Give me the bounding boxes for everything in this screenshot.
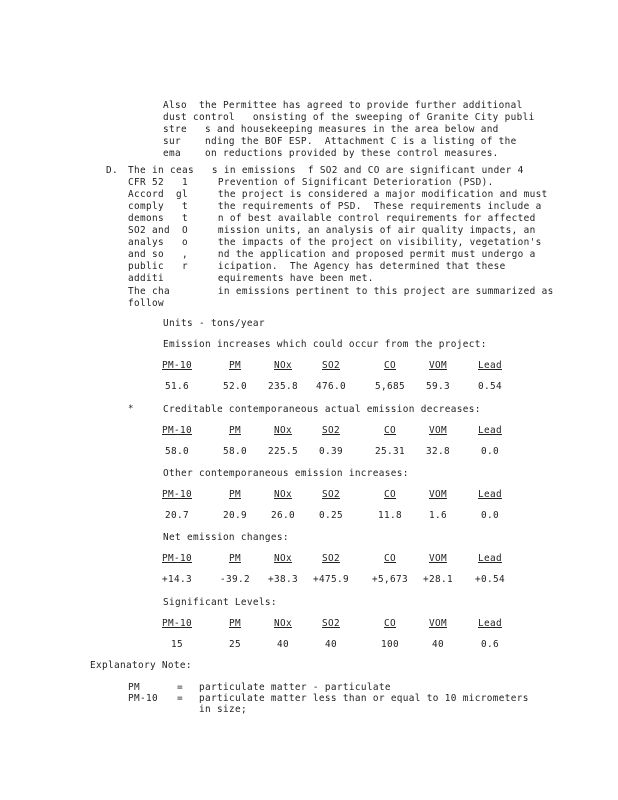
- table-value-cell: 0.54: [478, 381, 502, 392]
- table-value-cell: 100: [381, 639, 399, 650]
- table-value-cell: +28.1: [423, 574, 453, 585]
- table-header-cell: NOx: [274, 553, 292, 564]
- table-value-cell: 0.6: [481, 639, 499, 650]
- intro-line-4: sur nding the BOF ESP. Attachment C is a listing of the: [163, 136, 517, 147]
- table-header-cell: NOx: [274, 425, 292, 436]
- table-header-cell: Lead: [478, 489, 502, 500]
- section-d-line-5: demons t n of best available control requirements for affected: [128, 213, 536, 224]
- table-value-cell: 40: [277, 639, 289, 650]
- table-value-cell: 25.31: [375, 446, 405, 457]
- table-header-cell: PM-10: [162, 489, 192, 500]
- table-header-cell: SO2: [322, 618, 340, 629]
- table-value-cell: 20.7: [165, 510, 189, 521]
- table-header-cell: CO: [384, 360, 396, 371]
- table-value-cell: 59.3: [426, 381, 450, 392]
- table-header-cell: Lead: [478, 425, 502, 436]
- explanatory-term-pm: PM: [128, 682, 140, 693]
- table-value-row: [0, 639, 618, 651]
- table-value-row: [0, 510, 618, 522]
- table-value-cell: 20.9: [223, 510, 247, 521]
- table-header-row: [0, 360, 618, 372]
- table-header-cell: NOx: [274, 618, 292, 629]
- table-header-row: [0, 425, 618, 437]
- table-title: Creditable contemporaneous actual emission decreases:: [163, 404, 481, 415]
- intro-line-1: Also the Permittee has agreed to provide further additional: [163, 100, 523, 111]
- table-value-cell: 0.0: [481, 510, 499, 521]
- table-header-cell: CO: [384, 489, 396, 500]
- section-d-line-4: comply t the requirements of PSD. These requirements include a: [128, 201, 542, 212]
- table-header-cell: CO: [384, 425, 396, 436]
- bullet-marker: *: [128, 404, 134, 414]
- table-value-cell: +5,673: [372, 574, 408, 585]
- table-header-cell: VOM: [429, 618, 447, 629]
- table-value-cell: 52.0: [223, 381, 247, 392]
- summary-intro-line-1: The cha in emissions pertinent to this project are summarized as: [128, 286, 554, 297]
- table-header-cell: CO: [384, 618, 396, 629]
- explanatory-eq-pm10: =: [177, 693, 183, 704]
- table-value-row: [0, 446, 618, 458]
- table-value-cell: 51.6: [165, 381, 189, 392]
- table-header-row: [0, 489, 618, 501]
- table-value-cell: 476.0: [316, 381, 346, 392]
- table-value-cell: 0.39: [319, 446, 343, 457]
- explanatory-eq-pm: =: [177, 682, 183, 693]
- table-value-cell: 0.25: [319, 510, 343, 521]
- table-value-cell: 225.5: [268, 446, 298, 457]
- explanatory-def-pm10: particulate matter less than or equal to 10 micrometers: [199, 693, 529, 704]
- table-header-cell: SO2: [322, 489, 340, 500]
- table-header-cell: Lead: [478, 618, 502, 629]
- table-header-cell: PM: [229, 425, 241, 436]
- table-value-cell: 15: [171, 639, 183, 650]
- table-value-cell: +0.54: [475, 574, 505, 585]
- table-value-cell: 25: [229, 639, 241, 650]
- table-value-cell: 32.8: [426, 446, 450, 457]
- table-header-cell: NOx: [274, 489, 292, 500]
- table-title: Net emission changes:: [163, 532, 289, 543]
- table-value-row: [0, 381, 618, 393]
- section-d-letter: D.: [106, 165, 118, 176]
- table-value-cell: 235.8: [268, 381, 298, 392]
- table-header-cell: PM-10: [162, 360, 192, 371]
- table-value-cell: 0.0: [481, 446, 499, 457]
- units-label: Units - tons/year: [163, 318, 265, 329]
- table-header-cell: NOx: [274, 360, 292, 371]
- section-d-line-2: CFR 52 1 Prevention of Significant Deterioration (PSD).: [128, 177, 494, 188]
- table-header-cell: SO2: [322, 425, 340, 436]
- table-value-cell: -39.2: [220, 574, 250, 585]
- table-header-cell: Lead: [478, 360, 502, 371]
- table-value-cell: +475.9: [313, 574, 349, 585]
- table-header-row: [0, 553, 618, 565]
- table-header-cell: PM: [229, 618, 241, 629]
- table-header-cell: SO2: [322, 553, 340, 564]
- explanatory-term-pm10: PM-10: [128, 693, 158, 704]
- explanatory-continuation: in size;: [199, 704, 247, 715]
- section-d-line-8: and so , nd the application and proposed permit must undergo a: [128, 249, 536, 260]
- table-value-cell: 5,685: [375, 381, 405, 392]
- section-d-line-9: public r icipation. The Agency has determined that these: [128, 261, 506, 272]
- table-value-cell: 58.0: [223, 446, 247, 457]
- table-title: Significant Levels:: [163, 597, 277, 608]
- table-value-cell: 40: [325, 639, 337, 650]
- table-header-cell: CO: [384, 553, 396, 564]
- table-header-cell: PM: [229, 553, 241, 564]
- table-header-cell: VOM: [429, 425, 447, 436]
- table-value-cell: +14.3: [162, 574, 192, 585]
- table-header-cell: PM-10: [162, 618, 192, 629]
- table-value-row: [0, 574, 618, 586]
- intro-line-5: ema on reductions provided by these control measures.: [163, 148, 499, 159]
- section-d-line-6: SO2 and O mission units, an analysis of air quality impacts, an: [128, 225, 536, 236]
- table-value-cell: +38.3: [268, 574, 298, 585]
- intro-line-2: dust control onsisting of the sweeping of Granite City publi: [163, 112, 535, 123]
- table-header-cell: PM: [229, 360, 241, 371]
- table-header-cell: PM-10: [162, 425, 192, 436]
- table-title: Other contemporaneous emission increases:: [163, 468, 409, 479]
- table-title: Emission increases which could occur from the project:: [163, 339, 487, 350]
- section-d-line-7: analys o the impacts of the project on visibility, vegetation's: [128, 237, 542, 248]
- table-header-cell: VOM: [429, 360, 447, 371]
- section-d-line-1: The in ceas s in emissions f SO2 and CO are significant under 4: [128, 165, 524, 176]
- table-header-cell: VOM: [429, 553, 447, 564]
- explanatory-title: Explanatory Note:: [90, 660, 192, 671]
- intro-line-3: stre s and housekeeping measures in the area below and: [163, 124, 499, 135]
- section-d-line-10: additi equirements have been met.: [128, 273, 374, 284]
- table-header-cell: Lead: [478, 553, 502, 564]
- table-header-cell: VOM: [429, 489, 447, 500]
- table-value-cell: 58.0: [165, 446, 189, 457]
- table-header-cell: PM-10: [162, 553, 192, 564]
- table-header-row: [0, 618, 618, 630]
- summary-intro-line-2: follow: [128, 298, 164, 309]
- section-d-line-3: Accord gl the project is considered a major modification and must: [128, 189, 548, 200]
- table-value-cell: 26.0: [271, 510, 295, 521]
- explanatory-def-pm: particulate matter - particulate: [199, 682, 391, 693]
- table-value-cell: 40: [432, 639, 444, 650]
- table-value-cell: 1.6: [429, 510, 447, 521]
- table-header-cell: SO2: [322, 360, 340, 371]
- table-value-cell: 11.8: [378, 510, 402, 521]
- table-header-cell: PM: [229, 489, 241, 500]
